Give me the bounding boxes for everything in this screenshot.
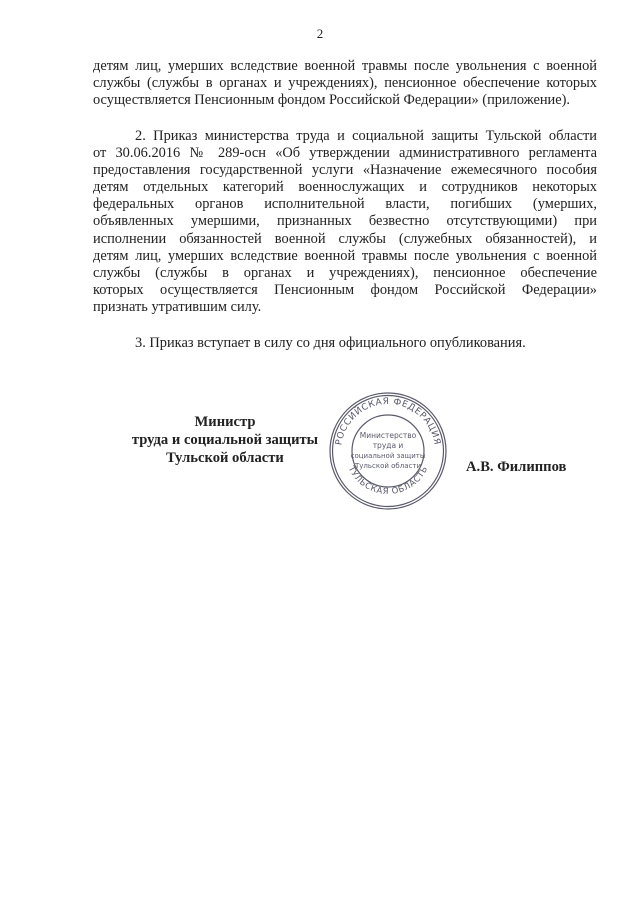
text-line: исполнении обязанностей военной службы (служебных обязанностей), и bbox=[93, 230, 597, 247]
signature-title-line: Тульской области bbox=[166, 450, 284, 466]
text-line: службы (службы в органах и учреждениях), пенсионное обеспечение bbox=[93, 264, 597, 281]
seal-inner-ring bbox=[352, 415, 424, 487]
page-number: 2 bbox=[316, 26, 324, 41]
text-line: признать утратившим силу. bbox=[93, 298, 262, 315]
text-line: предоставления государственной услуги «Назначение ежемесячного пособия bbox=[93, 162, 597, 179]
text-line: осуществляется Пенсионным фондом Российской Федерации» (приложение). bbox=[93, 92, 571, 109]
signature-title-line: Министр bbox=[194, 414, 256, 430]
signature-title bbox=[125, 413, 325, 467]
signatory-name: А.В. Филиппов bbox=[466, 459, 567, 475]
text-line: детям лиц, умерших вследствие военной травмы после увольнения с военной bbox=[93, 247, 597, 264]
seal-inner-line: Тульской области bbox=[355, 462, 421, 470]
text-line: детям лиц, умерших вследствие военной травмы после увольнения с военной bbox=[93, 58, 597, 74]
paragraph-2 bbox=[93, 128, 597, 316]
seal-inner-line: социальной защиты bbox=[350, 452, 426, 460]
text-line: от 30.06.2016 № 289-осн «Об утверждении административного регламента bbox=[93, 145, 597, 162]
seal-outer-bottom-text: ТУЛЬСКАЯ ОБЛАСТЬ bbox=[345, 464, 431, 498]
text-line: федеральных органов исполнительной власти, погибших (умерших, bbox=[93, 196, 597, 213]
seal-outer-top-text: РОССИЙСКАЯ ФЕДЕРАЦИЯ bbox=[334, 396, 442, 447]
signature-title-line: труда и социальной защиты bbox=[131, 432, 319, 448]
text-line: службы (службы в органах и учреждениях), пенсионное обеспечение которых bbox=[93, 75, 597, 92]
seal-text bbox=[334, 397, 441, 497]
official-seal-stamp bbox=[327, 390, 449, 512]
paragraph-intro bbox=[93, 58, 597, 109]
text-line: 3. Приказ вступает в силу со дня официального опубликования. bbox=[135, 335, 526, 351]
seal-inner-line: труда и bbox=[372, 441, 404, 450]
text-line: 2. Приказ министерства труда и социальной защиты Тульской области bbox=[135, 128, 597, 144]
paragraph-3 bbox=[93, 335, 597, 352]
text-line: объявленных умершими, признанных безвестно отсутствующими) при bbox=[93, 213, 597, 230]
seal-inner-line: Министерство bbox=[359, 431, 417, 440]
text-line: детям отдельных категорий военнослужащих и сотрудников некоторых bbox=[93, 179, 597, 196]
text-line: которых осуществляется Пенсионным фондом Российской Федерации» bbox=[93, 281, 597, 298]
